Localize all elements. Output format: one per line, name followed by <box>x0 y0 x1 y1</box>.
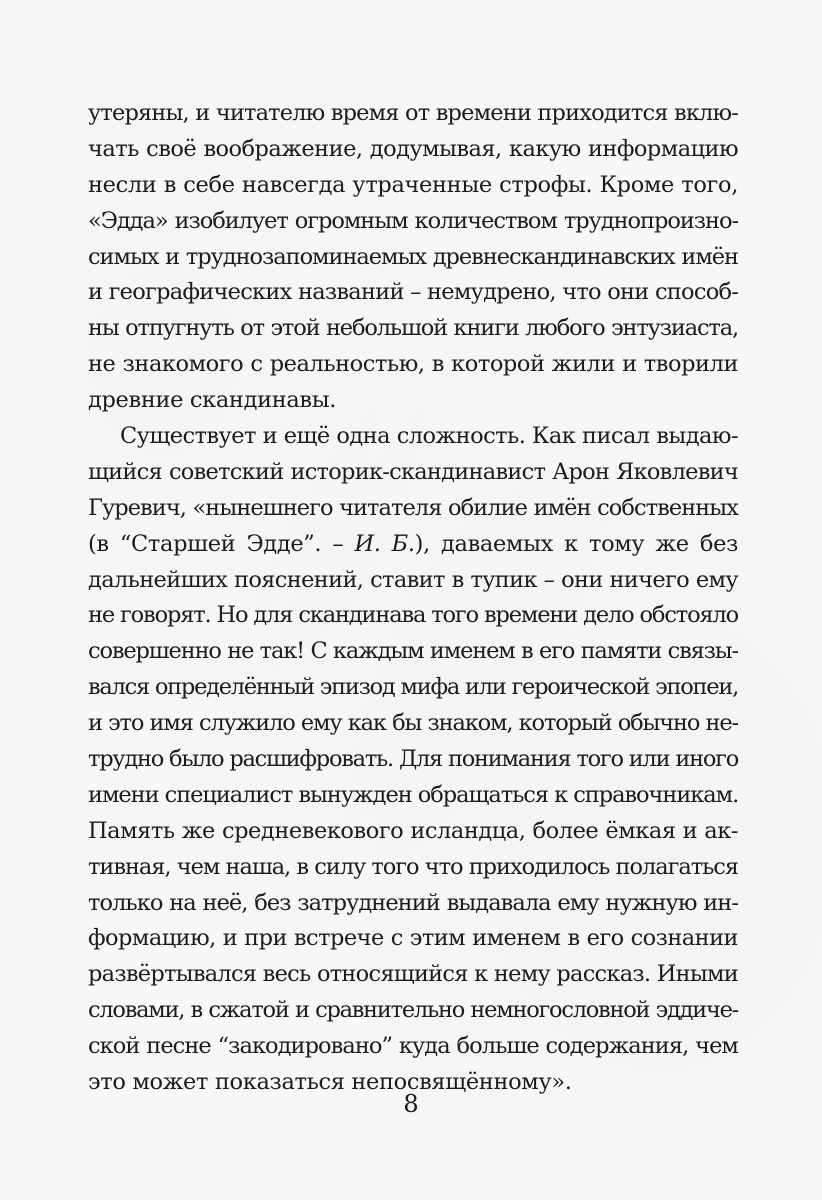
text-line: «Эдда» изобилует огромным количеством труднопроизно- <box>88 207 738 234</box>
author-initials: И. Б. <box>354 530 415 557</box>
text-fragment: (в “Старшей Эдде”. – <box>88 530 355 557</box>
text-line: и географических названий – немудрено, что они способ- <box>88 279 739 306</box>
text-line: имени специалист вынужден обращаться к справочникам. <box>88 781 739 808</box>
text-line-with-citation <box>88 527 738 563</box>
text-line: ны отпугнуть от этой небольшой книги любого энтузиаста, <box>88 315 738 342</box>
text-line: не знакомого с реальностью, в которой жили и творили <box>88 351 738 378</box>
text-line: формацию, и при встрече с этим именем в его сознании <box>88 925 738 952</box>
body-text <box>88 96 738 1101</box>
text-fragment: ), даваемых к тому же без <box>414 530 738 557</box>
text-line: это может показаться непосвящённому». <box>88 1069 572 1096</box>
text-line: щийся советский историк-скандинавист Арон Яковлевич <box>88 458 738 485</box>
text-line: симых и труднозапоминаемых древнескандинавских имён <box>88 243 738 270</box>
text-line: Память же средневекового исландца, более ёмкая и ак- <box>88 817 738 844</box>
text-line: чать своё воображение, додумывая, какую информацию <box>88 135 738 162</box>
text-line: дальнейших пояснений, ставит в тупик – они ничего ему <box>88 566 738 593</box>
text-line: тивная, чем наша, в силу того что приходилось полагаться <box>88 853 738 880</box>
text-line: ской песне “закодировано” куда больше содержания, чем <box>88 1033 738 1060</box>
text-line: только на неё, без затруднений выдавала ему нужную ин- <box>88 889 738 916</box>
page-number: 8 <box>403 1090 419 1118</box>
text-line: древние скандинавы. <box>88 387 337 414</box>
text-line: утеряны, и читателю время от времени приходится вклю- <box>88 100 738 126</box>
text-line: трудно было расшифровать. Для понимания того или иного <box>88 746 738 773</box>
text-line: совершенно не так! С каждым именем в его памяти связы- <box>88 638 738 665</box>
text-line: Гуревич, «нынешнего читателя обилие имён собственных <box>88 494 738 521</box>
text-line: вался определённый эпизод мифа или героической эпопеи, <box>88 674 738 701</box>
text-line: словами, в сжатой и сравнительно немногословной эддиче- <box>88 997 738 1024</box>
text-line: и это имя служило ему как бы знаком, который обычно не- <box>88 710 738 737</box>
text-line: Существует и ещё одна сложность. Как писал выдаю- <box>120 423 738 450</box>
text-line: не говорят. Но для скандинава того времени дело обстояло <box>88 602 739 629</box>
text-line: несли в себе навсегда утраченные строфы. Кроме того, <box>88 171 738 198</box>
text-line: развёртывался весь относящийся к нему рассказ. Иными <box>88 961 738 988</box>
